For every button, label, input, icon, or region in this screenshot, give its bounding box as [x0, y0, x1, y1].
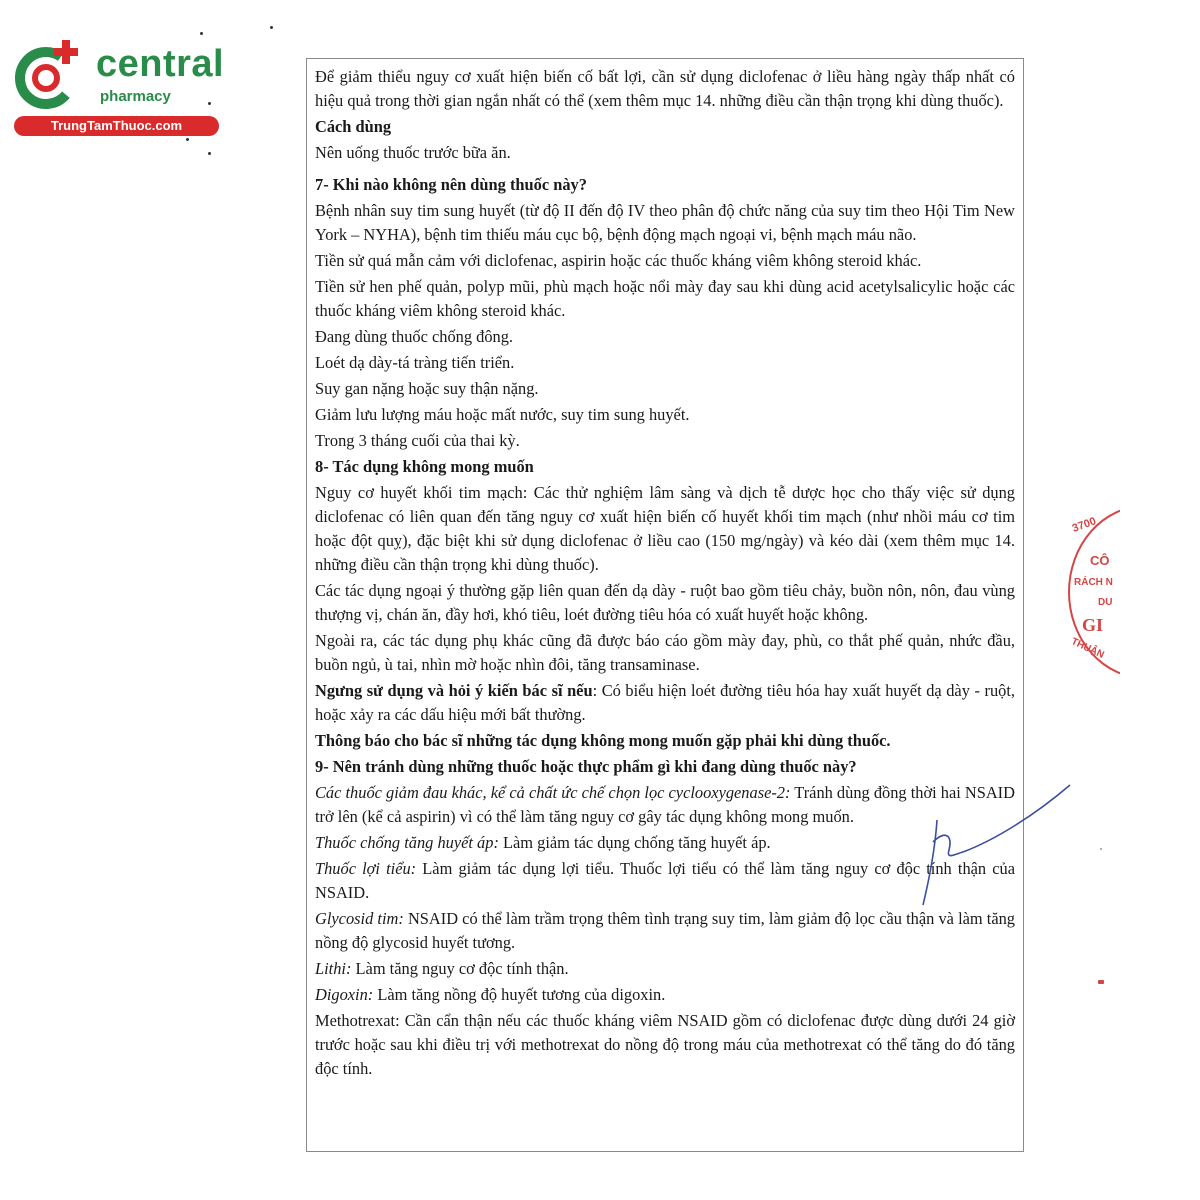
section-7-item: Đang dùng thuốc chống đông.: [315, 327, 514, 346]
interaction-effect: Làm giảm tác dụng lợi tiểu. Thuốc lợi tiểu có thể làm tăng nguy cơ độc tính thận của NSAID.: [315, 859, 1015, 902]
interaction-effect: NSAID có thể làm trầm trọng thêm tình trạng suy tim, làm giảm độ lọc cầu thận và làm tăng nồng độ glycosid huyết tương.: [315, 909, 1016, 952]
interaction-item: [315, 907, 1015, 955]
stamp-text: GI: [1082, 615, 1104, 635]
interaction-effect: Làm tăng nguy cơ độc tính thận.: [351, 959, 569, 978]
interaction-drug: Thuốc chống tăng huyết áp:: [315, 833, 499, 852]
section-7-item: Suy gan nặng hoặc suy thận nặng.: [315, 379, 539, 398]
speck: [1098, 980, 1104, 984]
section-8-item: Nguy cơ huyết khối tim mạch: Các thử nghiệm lâm sàng và dịch tễ dược học cho thấy việc sử dụng diclofenac có liên quan đến tăng nguy cơ xuất hiện biến cố huyết khối tim mạch (như nhồi máu cơ tim hoặc đột quỵ), đặc biệt khi sử dụng diclofenac ở liều cao (150 mg/ngày) và kéo dài (xem thêm mục 14. những điều cần thận trọng khi dùng thuốc).: [315, 483, 1015, 574]
interaction-item: [315, 857, 1015, 905]
interaction-effect: Làm giảm tác dụng chống tăng huyết áp.: [498, 833, 771, 852]
section-8-item: Các tác dụng ngoại ý thường gặp liên quan đến dạ dày - ruột bao gồm tiêu chảy, buồn nôn, nôn, đau vùng thượng vị, chán ăn, đầy hơi, khó tiêu, loét đường tiêu hóa có xuất huyết hoặc không.: [315, 581, 1015, 624]
stamp-text: DU: [1098, 597, 1113, 608]
speck: [270, 26, 273, 29]
section-9-heading: 9- Nên tránh dùng những thuốc hoặc thực phẩm gì khi đang dùng thuốc này?: [315, 757, 857, 776]
section-7-item: Tiền sử quá mẫn cảm với diclofenac, aspirin hoặc các thuốc kháng viêm không steroid khác.: [315, 251, 922, 270]
speck: [208, 102, 211, 105]
brand-name: central: [96, 43, 225, 85]
section-7-heading: 7- Khi nào không nên dùng thuốc này?: [315, 175, 587, 194]
interaction-item: [315, 957, 1015, 981]
interaction-drug: Lithi:: [315, 959, 352, 978]
interaction-item: [315, 781, 1015, 829]
stamp-text: CÔ: [1090, 553, 1110, 568]
central-pharmacy-logo: [10, 36, 225, 136]
signature: [915, 780, 1075, 910]
section-7-item: Bệnh nhân suy tim sung huyết (từ độ II đến độ IV theo phân độ chức năng của suy tim theo Hội Tim New York – NYHA), bệnh tim thiếu máu cục bộ, bệnh động mạch ngoại vi, bệnh mạch máu não.: [315, 201, 1015, 244]
speck: [208, 152, 211, 155]
stop-label: Ngưng sử dụng và hỏi ý kiến bác sĩ nếu: [315, 681, 593, 700]
section-7-item: Giảm lưu lượng máu hoặc mất nước, suy tim sung huyết.: [315, 405, 690, 424]
interaction-drug: Digoxin:: [315, 985, 374, 1004]
brand-sub: pharmacy: [100, 88, 171, 105]
usage-heading: Cách dùng: [315, 117, 392, 136]
section-8-item: Ngoài ra, các tác dụng phụ khác cũng đã được báo cáo gồm mày đay, phù, co thắt phế quản, nhức đầu, buồn ngủ, ù tai, nhìn mờ hoặc nhìn đôi, tăng transaminase.: [315, 631, 1015, 674]
speck: [1100, 848, 1102, 850]
brand-site: TrungTamThuoc.com: [14, 116, 219, 136]
section-7-item: Tiền sử hen phế quản, polyp mũi, phù mạch hoặc nổi mày đay sau khi dùng acid acetylsalicylic hoặc các thuốc kháng viêm không steroid khác.: [315, 277, 1015, 320]
leaflet-page: [306, 58, 1024, 1152]
section-8-heading: 8- Tác dụng không mong muốn: [315, 457, 534, 476]
stamp-text: THUẬN: [1069, 636, 1106, 661]
interaction-drug: Thuốc lợi tiểu:: [315, 859, 417, 878]
pharmacy-cross-icon: [10, 36, 88, 114]
stop-text: : Có biểu hiện loét đường tiêu hóa hay xuất huyết dạ dày - ruột, hoặc xảy ra các dấu hiệu mới bất thường.: [315, 681, 1015, 724]
methotrexat-item: Methotrexat: Cần cẩn thận nếu các thuốc kháng viêm NSAID gồm có diclofenac được dùng dưới 24 giờ trước hoặc sau khi điều trị với methotrexat do nồng độ trong máu của methotrexat có thể tăng do đó tăng độc tính.: [315, 1011, 1015, 1078]
interaction-effect: Làm tăng nồng độ huyết tương của digoxin.: [373, 985, 666, 1004]
section-8-notice: Thông báo cho bác sĩ những tác dụng không mong muốn gặp phải khi dùng thuốc.: [315, 731, 891, 750]
speck: [186, 138, 189, 141]
interaction-drug: Các thuốc giảm đau khác, kể cả chất ức chế chọn lọc cyclooxygenase-2:: [315, 783, 791, 802]
speck: [200, 32, 203, 35]
official-stamp: [1060, 505, 1120, 685]
interaction-drug: Glycosid tim:: [315, 909, 404, 928]
dosage-paragraph: Để giảm thiểu nguy cơ xuất hiện biến cố bất lợi, cần sử dụng diclofenac ở liều hàng ngày thấp nhất có hiệu quả trong thời gian ngắn nhất có thể (xem thêm mục 14. những điều cần thận trọng khi dùng thuốc).: [315, 67, 1015, 110]
interaction-effect: Tránh dùng đồng thời hai NSAID trở lên (kể cả aspirin) vì có thể làm tăng nguy cơ gây tác dụng không mong muốn.: [315, 783, 1015, 826]
section-7-item: Loét dạ dày-tá tràng tiến triển.: [315, 353, 515, 372]
section-7-item: Trong 3 tháng cuối của thai kỳ.: [315, 431, 520, 450]
section-8-stop: [315, 679, 1015, 727]
interaction-item: [315, 983, 1015, 1007]
stamp-text: 3700: [1070, 515, 1098, 535]
usage-text: Nên uống thuốc trước bữa ăn.: [315, 143, 511, 162]
interaction-item: [315, 831, 1015, 855]
stamp-text: RÁCH N: [1074, 577, 1113, 588]
